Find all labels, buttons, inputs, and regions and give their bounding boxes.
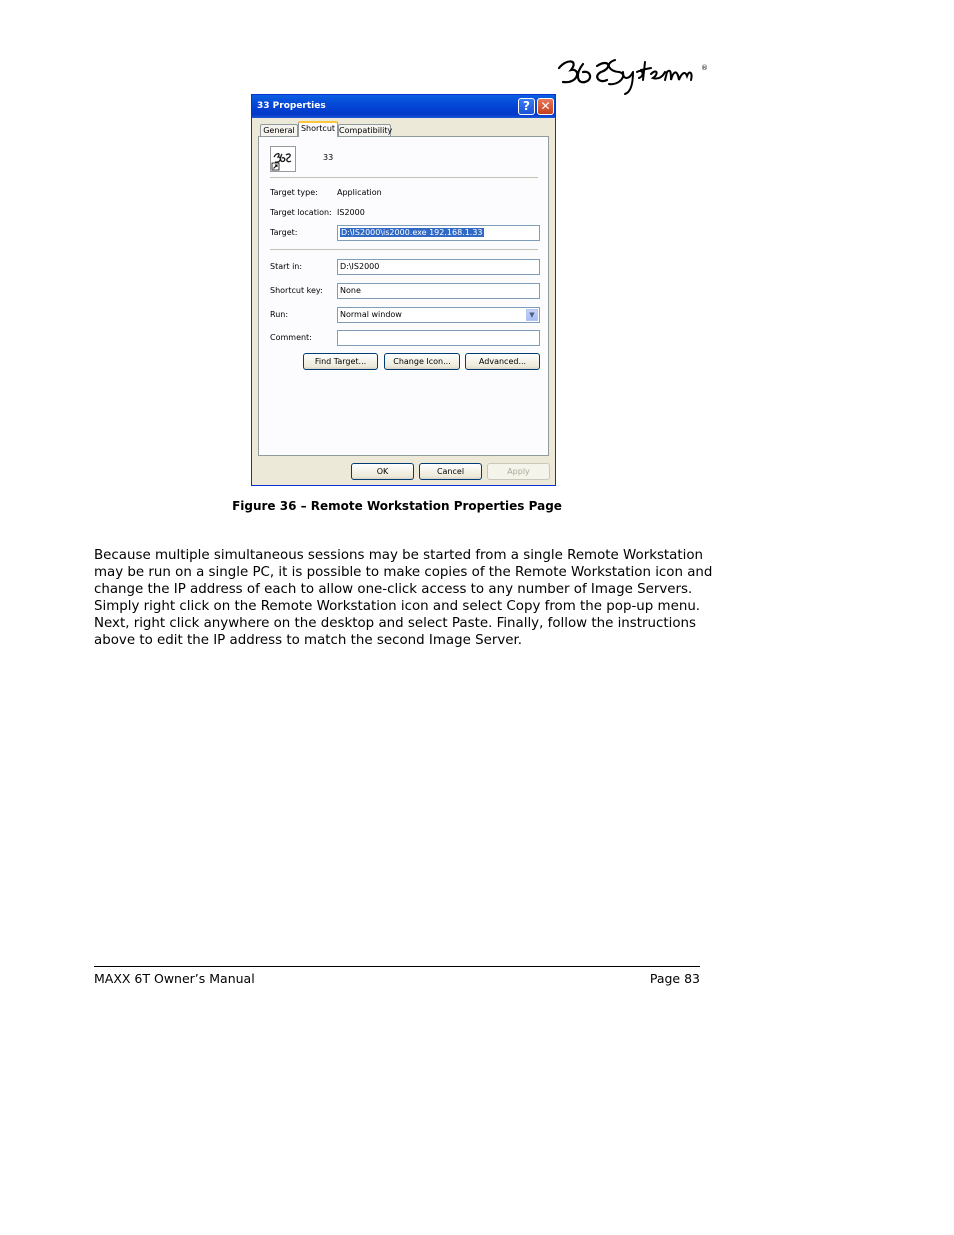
dialog-titlebar[interactable] (252, 95, 555, 118)
run-select[interactable] (337, 307, 540, 323)
find-target-button[interactable]: Find Target... (303, 353, 378, 370)
comment-input[interactable] (337, 330, 540, 346)
body-paragraph: Because multiple simultaneous sessions may be started from a single Remote Workstation may be run on a single PC, it is possible to make copies of the Remote Workstation icon and change the IP address of each to allow one-click access to any number of Image Servers. Simply right click on the Remote Workstation icon and select Copy from the pop-up menu. Next, right click anywhere on the desktop and select Paste. Finally, follow the instructions above to edit the IP address to match the second Image Server. (94, 548, 713, 648)
target-type-label: Target type: (270, 188, 318, 197)
help-icon: ? (523, 99, 530, 113)
shortcut-key-input[interactable]: None (337, 283, 540, 299)
target-input-value: D:\IS2000\is2000.exe 192.168.1.33 (341, 228, 483, 237)
help-button[interactable] (518, 98, 535, 115)
shortcut-tab-panel (258, 136, 549, 456)
properties-dialog (251, 94, 556, 486)
company-logo (553, 50, 713, 96)
cancel-button[interactable]: Cancel (419, 463, 482, 480)
target-type-value: Application (337, 188, 382, 197)
chevron-down-icon[interactable]: ▼ (526, 309, 538, 321)
footer-page-number: Page 83 (649, 971, 700, 986)
shortcut-icon (270, 146, 296, 172)
target-label: Target: (270, 228, 298, 237)
footer-manual-title: MAXX 6T Owner’s Manual (94, 971, 255, 986)
separator (270, 177, 538, 178)
close-button[interactable] (537, 98, 554, 115)
footer-rule (94, 966, 700, 967)
tab-general[interactable]: General (260, 124, 298, 137)
dialog-title: 33 Properties (257, 101, 326, 111)
target-input[interactable] (337, 225, 540, 241)
start-in-input[interactable]: D:\IS2000 (337, 259, 540, 275)
shortcut-name: 33 (323, 153, 334, 162)
change-icon-button[interactable]: Change Icon... (384, 353, 460, 370)
figure-caption: Figure 36 – Remote Workstation Properties Page (232, 499, 562, 513)
run-select-value: Normal window (340, 310, 402, 319)
apply-button[interactable]: Apply (487, 463, 550, 480)
tab-shortcut[interactable]: Shortcut (298, 121, 338, 137)
target-location-label: Target location: (270, 208, 332, 217)
start-in-label: Start in: (270, 262, 303, 271)
shortcut-key-label: Shortcut key: (270, 286, 323, 295)
separator (270, 249, 538, 250)
remote-workstation-icon (271, 147, 295, 171)
run-label: Run: (270, 310, 289, 319)
close-icon: ✕ (540, 99, 551, 113)
tab-compatibility[interactable]: Compatibility (339, 126, 393, 135)
comment-label: Comment: (270, 333, 312, 342)
registered-mark: ® (701, 64, 708, 72)
target-location-value: IS2000 (337, 208, 365, 217)
ok-button[interactable]: OK (351, 463, 414, 480)
advanced-button[interactable]: Advanced... (465, 353, 540, 370)
